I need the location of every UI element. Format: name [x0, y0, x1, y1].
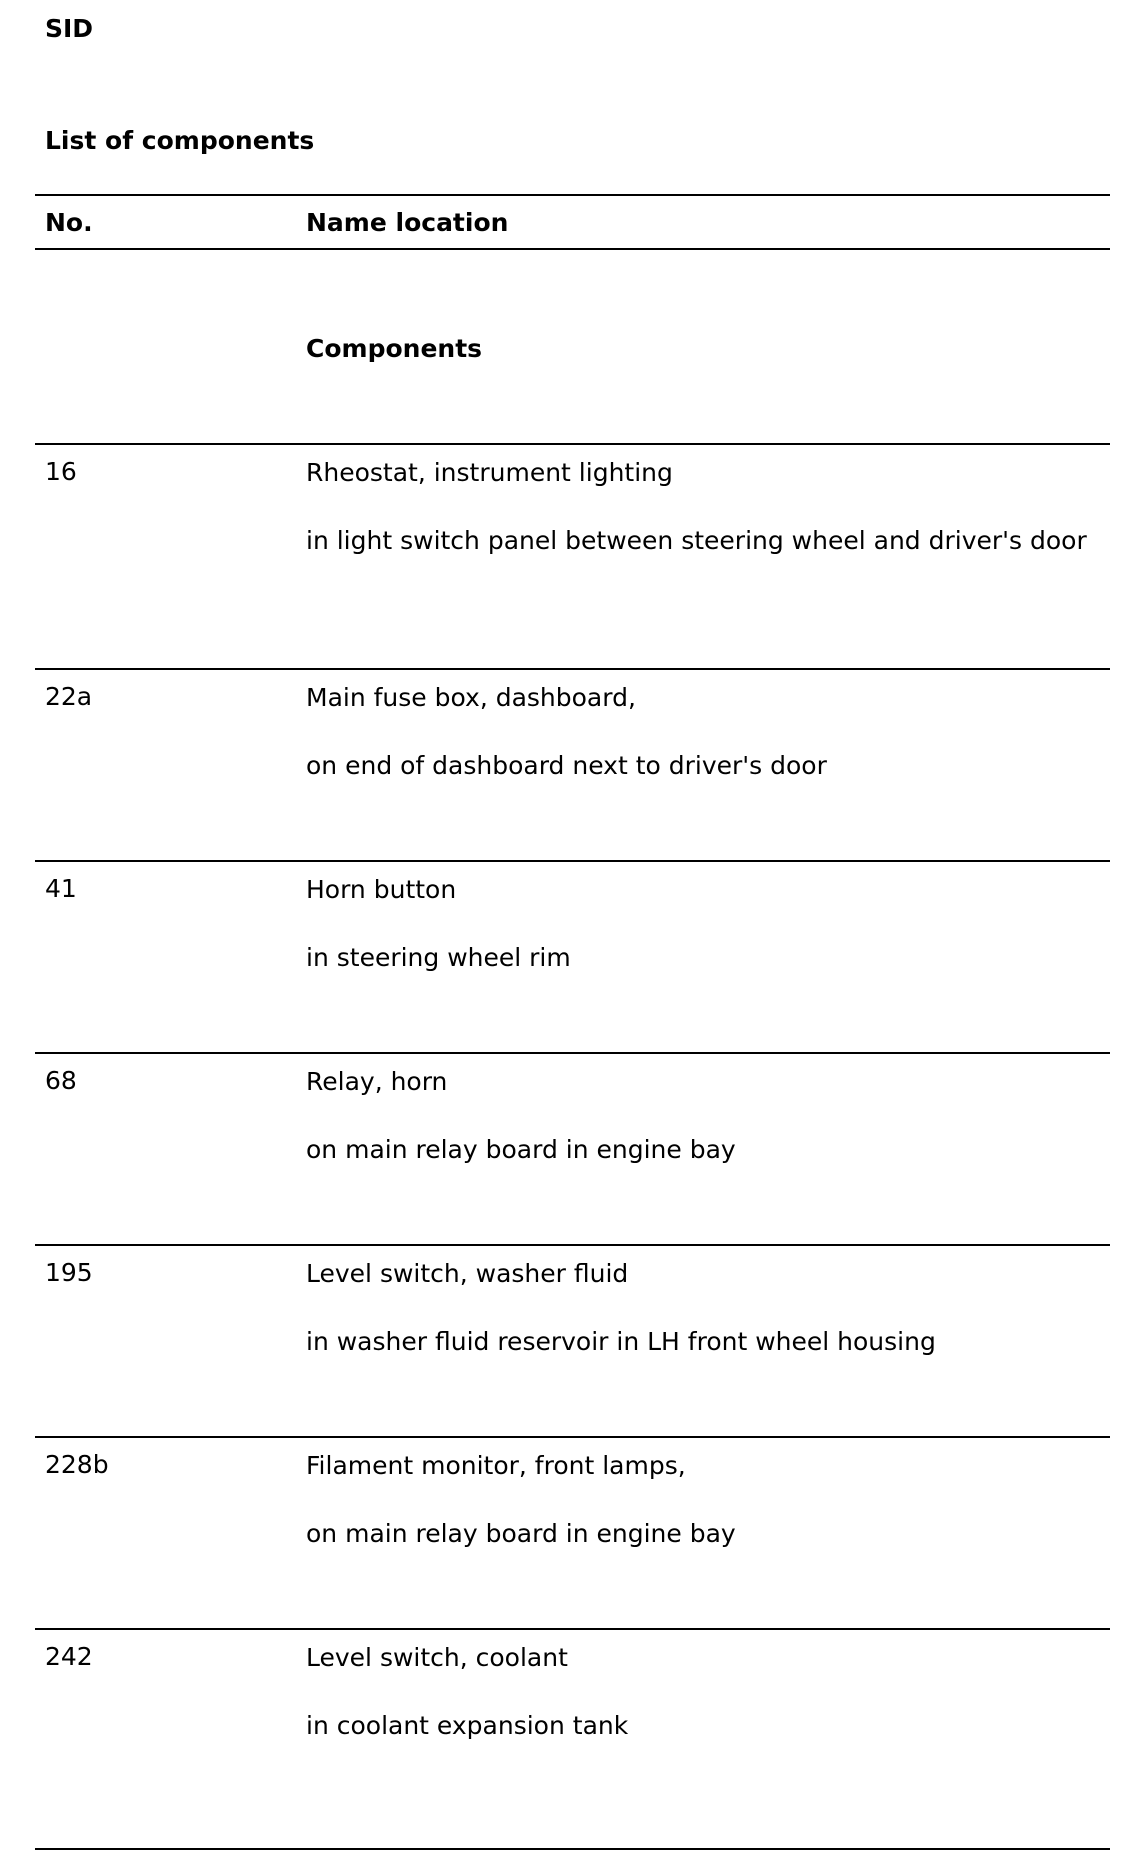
table-row	[35, 670, 1110, 860]
row-name-location	[306, 1642, 1100, 1742]
row-no: 228b	[45, 1450, 109, 1479]
row-name-location	[306, 457, 1100, 557]
row-name: Level switch, coolant	[306, 1643, 568, 1672]
row-name: Relay, horn	[306, 1067, 448, 1096]
row-name: Main fuse box, dashboard,	[306, 683, 636, 712]
row-name-location	[306, 1258, 1100, 1358]
table-row	[35, 862, 1110, 1052]
row-location: in light switch panel between steering wheel and driver's door	[306, 526, 1087, 555]
table-row	[35, 1630, 1110, 1848]
row-location: on end of dashboard next to driver's door	[306, 751, 827, 780]
row-name: Filament monitor, front lamps,	[306, 1451, 686, 1480]
row-no: 68	[45, 1066, 77, 1095]
row-location: in coolant expansion tank	[306, 1711, 629, 1740]
row-location: on main relay board in engine bay	[306, 1519, 736, 1548]
row-no: 242	[45, 1642, 93, 1671]
row-no: 16	[45, 457, 77, 486]
table-bottom-rule	[35, 1848, 1110, 1850]
row-name-location	[306, 1066, 1100, 1166]
row-name: Level switch, washer fluid	[306, 1259, 629, 1288]
table-header-row	[35, 196, 1110, 248]
header-no: No.	[45, 208, 93, 237]
table-row	[35, 1246, 1110, 1436]
row-name-location	[306, 682, 1100, 782]
list-title: List of components	[45, 126, 315, 155]
row-name: Rheostat, instrument lighting	[306, 458, 673, 487]
table-row	[35, 1438, 1110, 1628]
components-table	[35, 194, 1110, 1850]
row-location: on main relay board in engine bay	[306, 1135, 736, 1164]
row-no: 22a	[45, 682, 93, 711]
row-name-location	[306, 874, 1100, 974]
header-name-location: Name location	[306, 208, 509, 237]
row-no: 41	[45, 874, 77, 903]
row-name-location	[306, 1450, 1100, 1550]
table-row	[35, 1054, 1110, 1244]
row-location: in steering wheel rim	[306, 943, 571, 972]
section-heading: Components	[306, 334, 483, 363]
row-location: in washer fluid reservoir in LH front wheel housing	[306, 1327, 936, 1356]
table-row	[35, 445, 1110, 668]
section-row	[35, 250, 1110, 443]
row-no: 195	[45, 1258, 93, 1287]
row-name: Horn button	[306, 875, 457, 904]
document-title: SID	[45, 14, 94, 43]
